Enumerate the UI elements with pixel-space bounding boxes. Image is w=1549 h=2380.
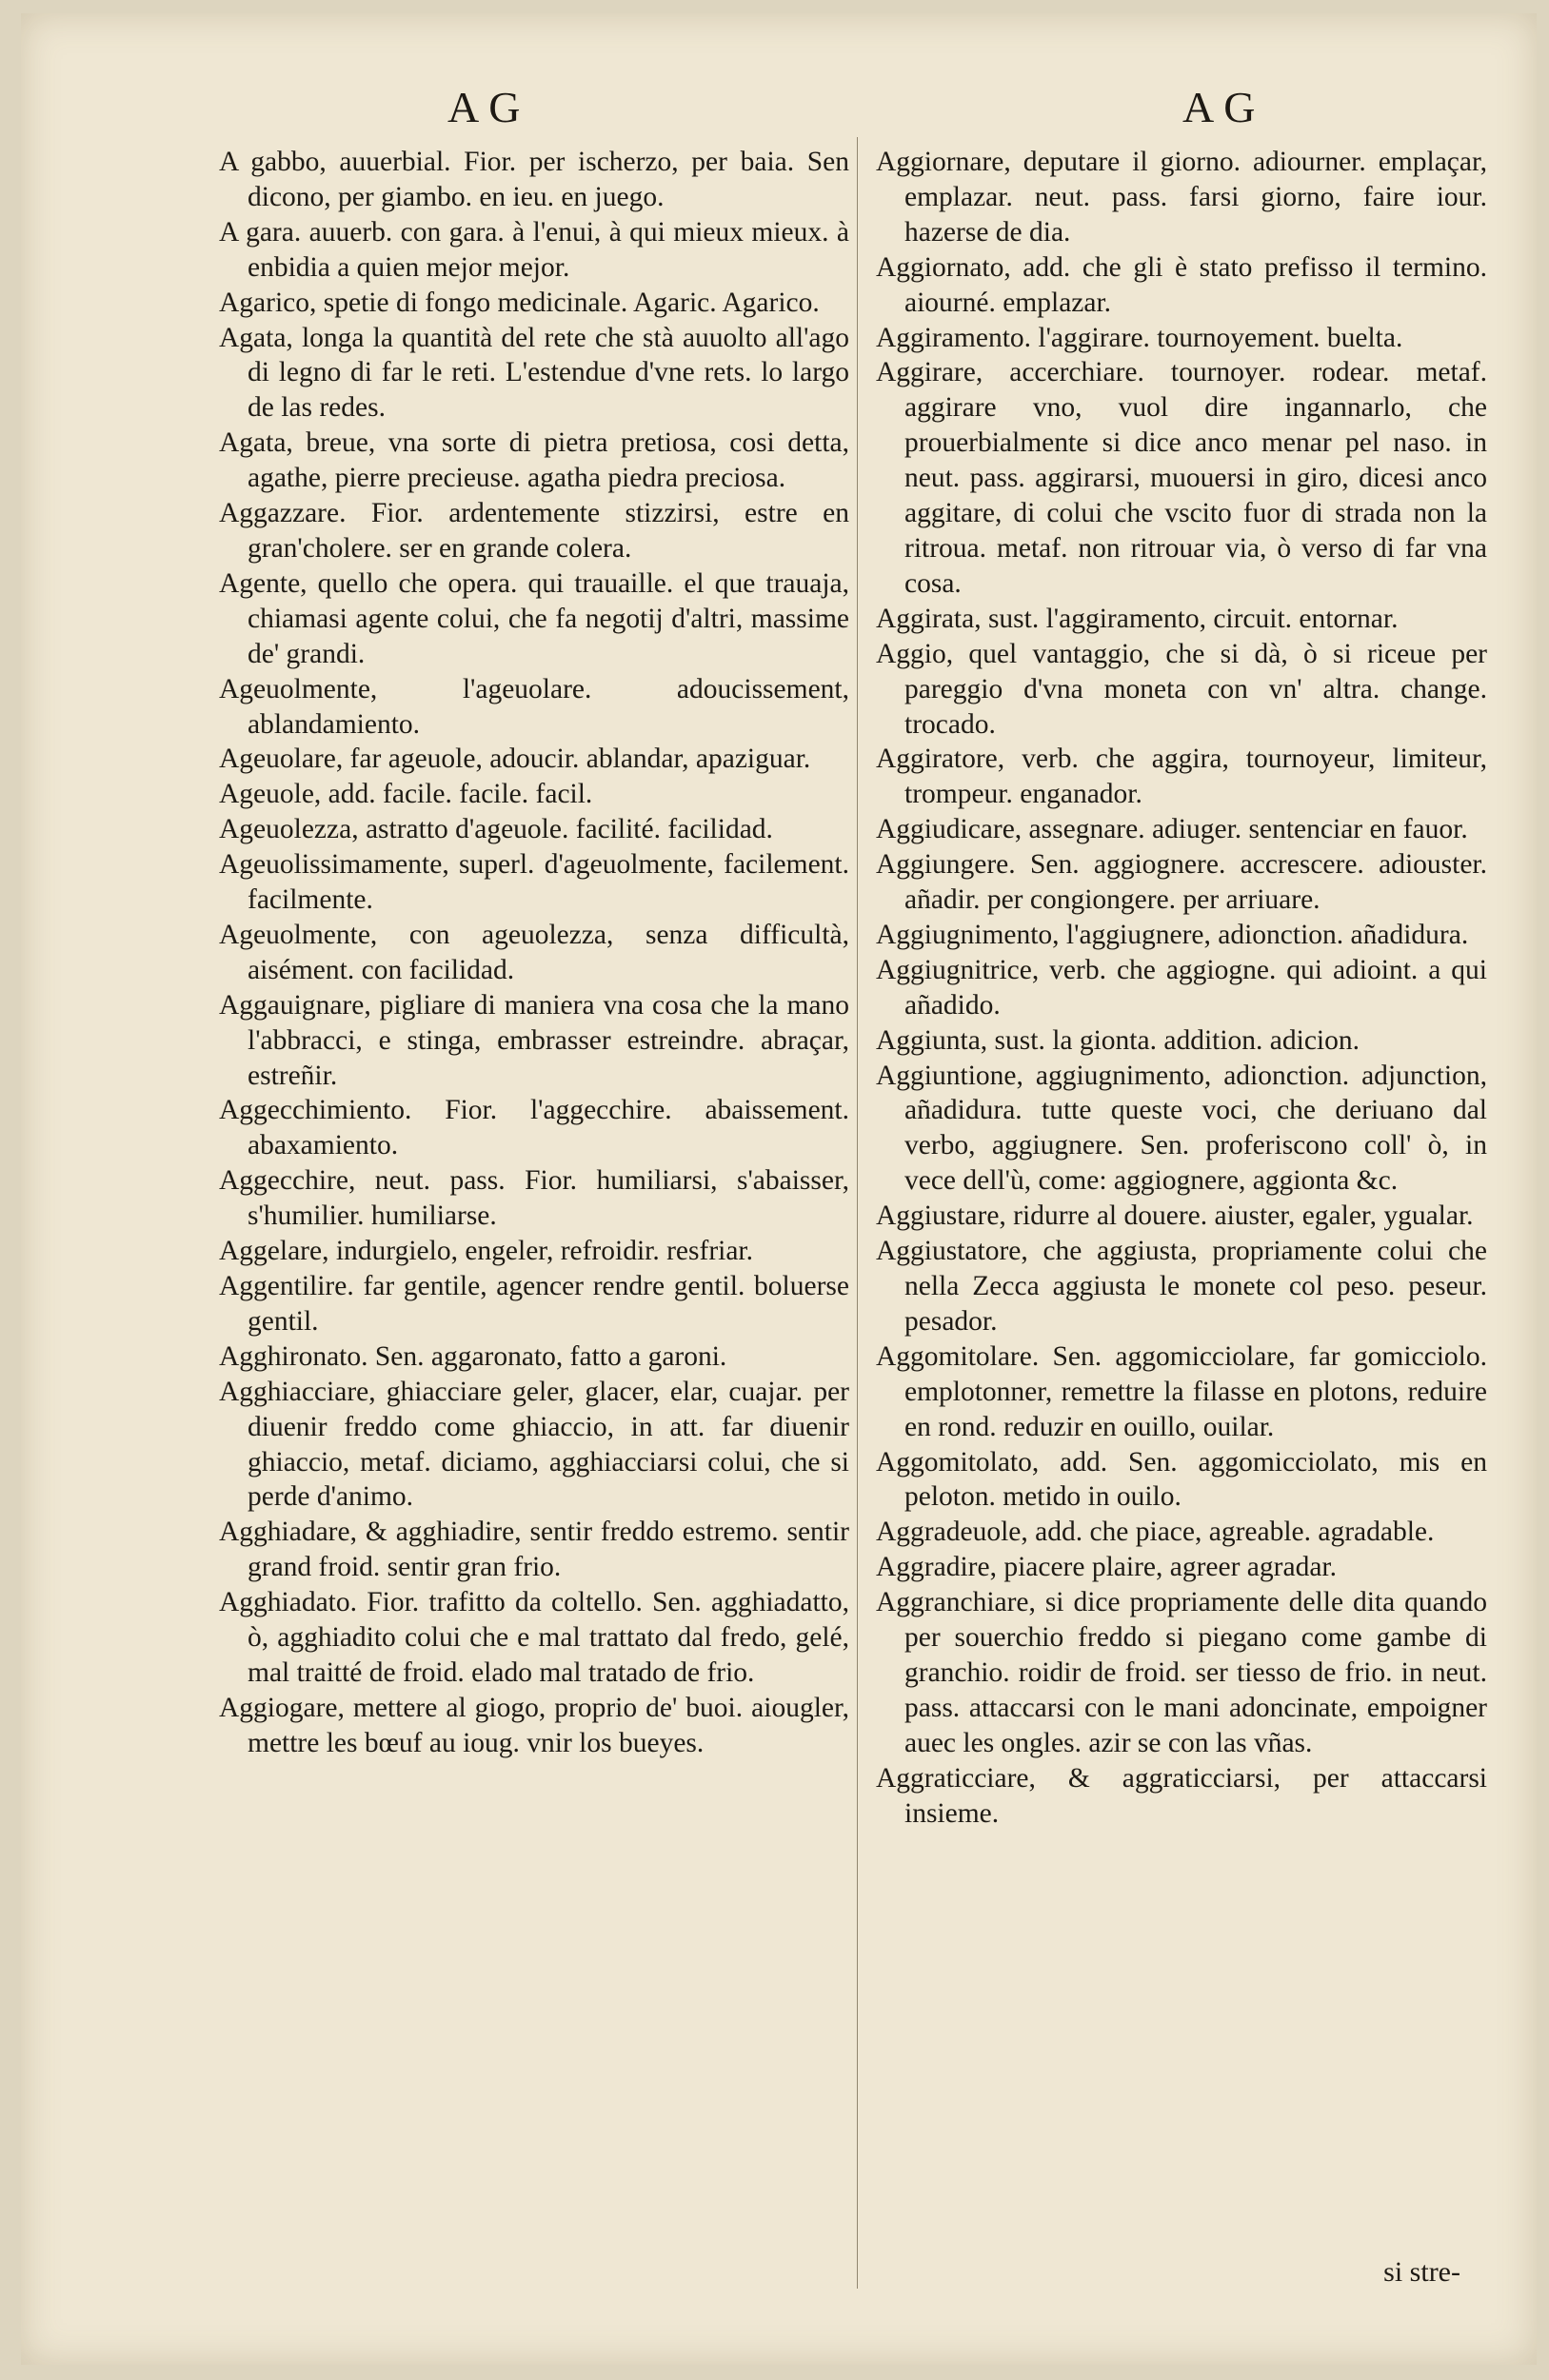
running-head-left: AG	[447, 83, 530, 131]
dictionary-entry: Aggauignare, pigliare di maniera vna cosa che la mano l'abbracci, e stinga, embrasser estreindre. abraçar, estreñir.	[219, 989, 849, 1091]
dictionary-entry: Aggiugnimento, l'aggiugnere, adionction. añadidura.	[876, 919, 1469, 950]
dictionary-entry: Aggiustare, ridurre al douere. aiuster, egaler, ygualar.	[876, 1200, 1474, 1232]
dictionary-entry: A gara. auuerb. con gara. à l'enui, à qui mieux mieux. à enbidia a quien mejor mejor.	[219, 216, 849, 283]
dictionary-entry: Aggiugnitrice, verb. che aggiogne. qui adioint. a qui añadido.	[876, 954, 1487, 1021]
dictionary-entry: Aggiunta, sust. la gionta. addition. adicion.	[876, 1024, 1360, 1056]
column-divider	[857, 137, 858, 2289]
dictionary-entry: Ageuolare, far ageuole, adoucir. ablandar, apaziguar.	[219, 744, 811, 775]
dictionary-entry: Aggirata, sust. l'aggiramento, circuit. entornar.	[876, 603, 1399, 634]
dictionary-entry: Aggomitolato, add. Sen. aggomicciolato, mis en peloton. metido in ouilo.	[876, 1446, 1487, 1513]
dictionary-entry: Aggentilire. far gentile, agencer rendre gentil. boluerse gentil.	[219, 1271, 849, 1337]
dictionary-entry: Aggomitolare. Sen. aggomicciolare, far gomicciolo. emplotonner, remettre la filasse en plotons, reduire en rond. reduzir en ouillo, ouilar.	[876, 1340, 1487, 1442]
dictionary-entry: Aggiungere. Sen. aggiognere. accrescere. adiouster. añadir. per congiongere. per arriuare.	[876, 849, 1487, 916]
dictionary-entry: Aggecchire, neut. pass. Fior. humiliarsi, s'abaisser, s'humilier. humiliarse.	[219, 1165, 849, 1232]
running-head-right: AG	[1182, 83, 1265, 131]
dictionary-entry: Aggraticciare, & aggraticciarsi, per attaccarsi insieme.	[876, 1762, 1487, 1829]
dictionary-entry: Ageuole, add. facile. facile. facil.	[219, 779, 593, 810]
dictionary-entry: Agata, longa la quantità del rete che stà auuolto all'ago di legno di far le reti. L'estendue d'vne rets. lo largo de las redes.	[219, 322, 849, 424]
dictionary-entry: Aggiornare, deputare il giorno. adiourner. emplaçar, emplazar. neut. pass. farsi giorno, faire iour. hazerse de dia.	[876, 147, 1487, 248]
dictionary-entry: Ageuolezza, astratto d'ageuole. facilité. facilidad.	[219, 814, 773, 845]
dictionary-entry: Aggazzare. Fior. ardentemente stizzirsi, estre en gran'cholere. ser en grande colera.	[219, 498, 849, 564]
dictionary-entry: Agghiadato. Fior. trafitto da coltello. Sen. agghiadatto, ò, agghiadito colui che e mal trattato dal fredo, gelé, mal traitté de froid. elado mal tratado de frio.	[219, 1587, 849, 1688]
dictionary-entry: A gabbo, auuerbial. Fior. per ischerzo, per baia. Sen dicono, per giambo. en ieu. en juego.	[219, 147, 849, 212]
dictionary-entry: Ageuolmente, con ageuolezza, senza difficultà, aisément. con facilidad.	[219, 919, 849, 985]
dictionary-entry: Agente, quello che opera. qui trauaille. el que trauaja, chiamasi agente colui, che fa negotij d'altri, massime de' grandi.	[219, 567, 849, 669]
dictionary-entry: Aggirare, accerchiare. tournoyer. rodear. metaf. aggirare vno, vuol dire ingannarlo, che prouerbialmente si dice anco menar pel naso. in neut. pass. aggirarsi, muouersi in giro, dicesi anco aggitare, di colui che vscito fuor di strada non la ritroua. metaf. non ritrouar via, ò verso di far vna cosa.	[876, 357, 1487, 599]
dictionary-entry: Aggiuntione, aggiugnimento, adionction. adjunction, añadidura. tutte queste voci, che deriuano dal verbo, aggiugnere. Sen. proferiscono coll' ò, in vece dell'ù, come: aggiognere, aggionta &c.	[876, 1060, 1487, 1197]
dictionary-entry: Aggiustatore, che aggiusta, propriamente colui che nella Zecca aggiusta le monete col peso. peseur. pesador.	[876, 1236, 1487, 1337]
dictionary-entry: Aggiratore, verb. che aggira, tournoyeur, limiteur, trompeur. enganador.	[876, 744, 1487, 810]
dictionary-entry: Agarico, spetie di fongo medicinale. Agaric. Agarico.	[219, 287, 820, 318]
dictionary-entry: Ageuolissimamente, superl. d'ageuolmente, facilement. facilmente.	[219, 849, 849, 916]
dictionary-entry: Aggranchiare, si dice propriamente delle dita quando per souerchio freddo si piegano come gambe di granchio. roidir de froid. ser tiesso de frio. in neut. pass. attaccarsi con le mani adoncinate, empoigner auec les ongles. azir se con las vñas.	[876, 1587, 1487, 1758]
dictionary-entry: Aggiudicare, assegnare. adiuger. sentenciar en fauor.	[876, 814, 1468, 845]
dictionary-entry: Aggradeuole, add. che piace, agreable. agradable.	[876, 1517, 1435, 1548]
dictionary-entry: Aggelare, indurgielo, engeler, refroidir. resfriar.	[219, 1236, 754, 1267]
right-column	[876, 145, 1487, 1832]
dictionary-entry: Aggiogare, mettere al giogo, proprio de' buoi. aiougler, mettre les bœuf au ioug. vnir los bueyes.	[219, 1692, 849, 1758]
dictionary-entry: Agghiacciare, ghiacciare geler, glacer, elar, cuajar. per diuenir freddo come ghiaccio, in att. far diuenir ghiaccio, metaf. diciamo, agghiacciarsi colui, che si perde d'animo.	[219, 1376, 849, 1513]
dictionary-entry: Aggiramento. l'aggirare. tournoyement. buelta.	[876, 322, 1403, 353]
dictionary-entry: Agata, breue, vna sorte di pietra pretiosa, cosi detta, agathe, pierre precieuse. agatha piedra preciosa.	[219, 427, 849, 494]
dictionary-entry: Agghironato. Sen. aggaronato, fatto a garoni.	[219, 1340, 727, 1372]
dictionary-entry: Aggio, quel vantaggio, che si dà, ò si riceue per pareggio d'vna moneta con vn' altra. change. trocado.	[876, 638, 1487, 740]
catchword: si stre-	[1383, 2256, 1460, 2288]
dictionary-entry: Aggecchimiento. Fior. l'aggecchire. abaissement. abaxamiento.	[219, 1095, 849, 1161]
book-page	[21, 13, 1537, 2365]
dictionary-entry: Agghiadare, & agghiadire, sentir freddo estremo. sentir grand froid. sentir gran frio.	[219, 1517, 849, 1583]
dictionary-entry: Ageuolmente, l'ageuolare. adoucissement, ablandamiento.	[219, 673, 849, 740]
left-column	[219, 145, 849, 1761]
dictionary-entry: Aggradire, piacere plaire, agreer agradar.	[876, 1552, 1337, 1583]
dictionary-entry: Aggiornato, add. che gli è stato prefisso il termino. aiourné. emplazar.	[876, 251, 1487, 318]
